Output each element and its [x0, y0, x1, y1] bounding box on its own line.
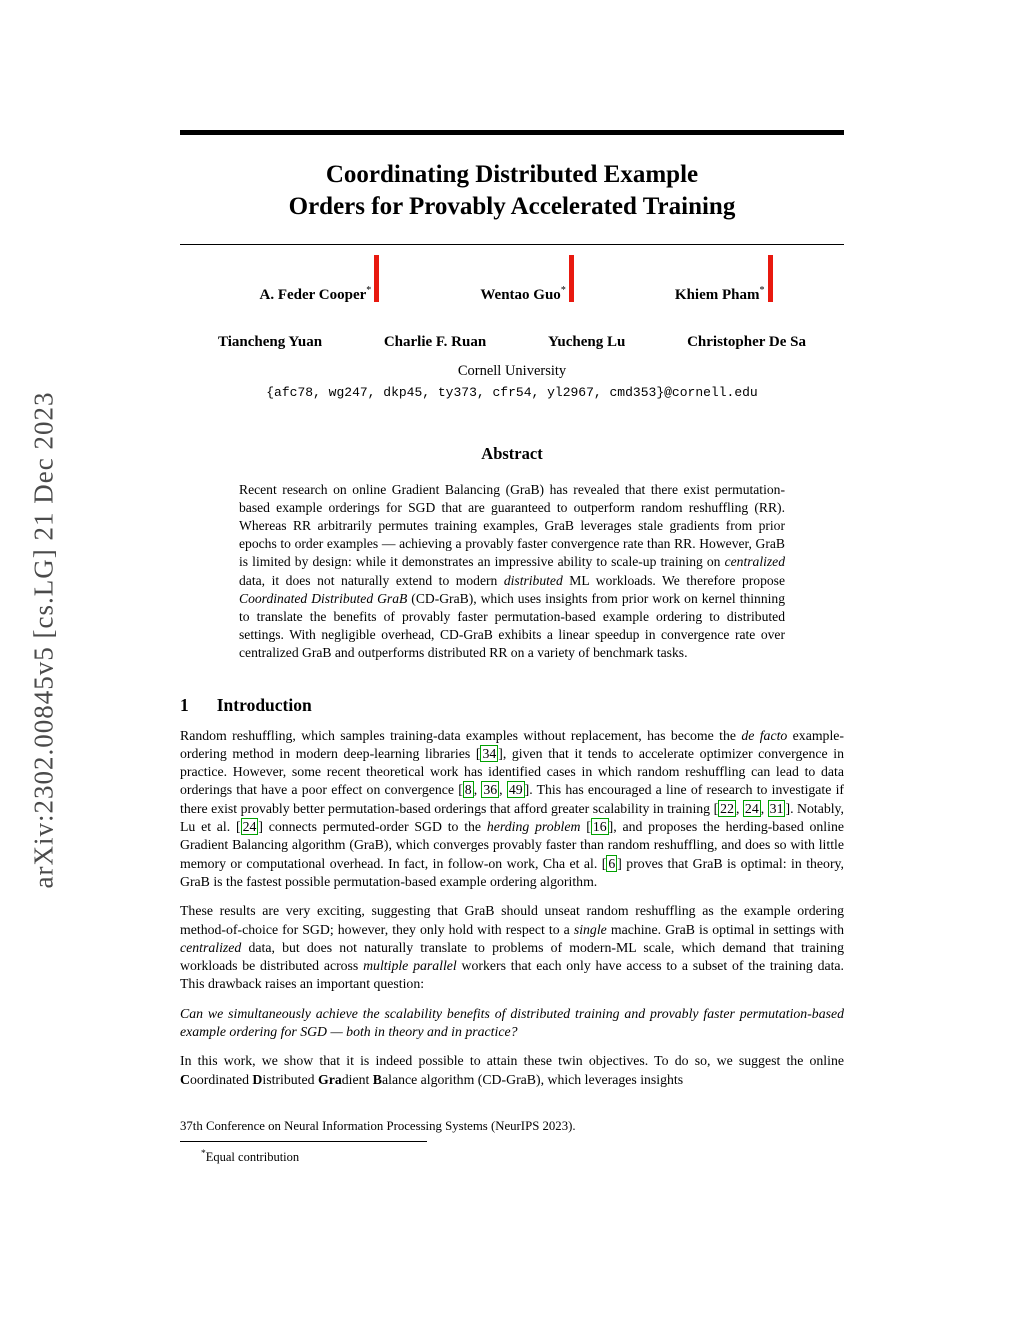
page-column — [180, 0, 844, 1165]
text-segment: data, it does not naturally extend to modern — [239, 572, 504, 588]
text-segment: ]. Notably, Lu et al. [ — [180, 800, 845, 835]
text-segment: data, but does not naturally translate to problems of modern-ML scale, which demand that training workloads be distributed across — [180, 939, 844, 974]
text-segment: oordinated — [189, 1071, 253, 1087]
annotation-red-bar — [569, 255, 574, 302]
text-segment: , — [473, 782, 482, 798]
citation-link[interactable]: 31 — [769, 800, 784, 816]
author-lu: Yucheng Lu — [547, 333, 626, 350]
annotation-red-bar — [374, 255, 379, 302]
author-pham-name: Khiem Pham — [674, 286, 760, 303]
text-segment: de facto — [741, 727, 788, 743]
equal-contribution-mark: * — [366, 284, 372, 296]
citation-link[interactable]: 34 — [482, 745, 497, 761]
text-segment: distributed — [503, 572, 563, 588]
text-segment: centralized — [724, 554, 785, 570]
title-line2: Orders for Provably Accelerated Training — [288, 193, 736, 220]
text-segment: example-ordering method in modern deep-learning libraries [ — [180, 727, 844, 761]
author-desa: Christopher De Sa — [687, 333, 806, 350]
text-segment: ] proves that GraB is optimal: in theory, GraB is the fastest possible permutation-based example ordering algorithm. — [180, 855, 844, 889]
text-segment: Gra — [317, 1071, 342, 1087]
citation-link[interactable]: 49 — [508, 782, 523, 798]
author-yuan: Tiancheng Yuan — [218, 333, 323, 350]
text-segment: Can we simultaneously achieve the scalability benefits of distributed training and provably faster permutation-based example ordering for SGD — both in theory and in practice? — [180, 1005, 844, 1039]
authors-row-1 — [260, 285, 765, 304]
intro-paragraph-1 — [180, 727, 844, 892]
author-guo — [480, 285, 565, 304]
annotation-red-bar — [768, 255, 773, 302]
text-segment: ], and proposes the herding-based online Gradient Balancing algorithm (GraB), which converges provably faster than random reshuffling, and does so with little memory or computational overhead. In fact, in follow-on work, Cha et al. [ — [180, 819, 844, 871]
text-segment: , — [735, 800, 743, 816]
intro-paragraph-2 — [180, 902, 844, 993]
citation-link[interactable]: 24 — [242, 819, 257, 835]
section-number: 1 — [180, 694, 189, 715]
footer-conference-note: 37th Conference on Neural Information Processing Systems (NeurIPS 2023). — [180, 1118, 576, 1133]
footnote-text: Equal contribution — [205, 1150, 300, 1165]
author-ruan: Charlie F. Ruan — [383, 333, 487, 350]
text-segment: istributed — [262, 1071, 318, 1087]
title-rule-bottom — [180, 244, 844, 245]
citation-link[interactable]: 16 — [592, 819, 607, 835]
title-rule-top — [180, 130, 844, 135]
text-segment: These results are very exciting, suggesting that GraB should unseat random reshuffling as the example ordering method-of-choice for SGD; however, they only hold with respect to a — [180, 903, 844, 937]
text-segment: [ — [580, 819, 591, 835]
text-segment: centralized — [180, 939, 242, 955]
page-title — [180, 159, 844, 224]
section-title: Introduction — [216, 694, 312, 715]
footnote-rule — [180, 1141, 427, 1142]
research-question — [180, 1005, 844, 1042]
text-segment: C — [180, 1071, 190, 1087]
author-cooper — [260, 285, 372, 304]
text-segment: ML workloads. We therefore propose — [562, 572, 785, 588]
citation-link[interactable]: 24 — [744, 800, 759, 816]
text-segment: ]. This has encouraged a line of research to investigate if there exist provably better permutation-based orderings that afford greater scalability in training [ — [180, 782, 845, 816]
text-segment: Random reshuffling, which samples training-data examples without replacement, has become the — [180, 727, 742, 743]
text-segment: alance algorithm (CD-GraB), which leverages insights — [381, 1071, 684, 1087]
text-segment: dient — [341, 1071, 373, 1087]
footnote-equal-contribution — [201, 1149, 844, 1165]
footnote-mark: * — [201, 1148, 206, 1159]
text-segment: ], given that it tends to accelerate optimizer convergence in practice. However, some recent theoretical work has identified cases in which random reshuffling can lead to data orderings that have a poor effect on convergence [ — [180, 745, 844, 798]
text-segment: herding problem — [486, 819, 581, 835]
text-segment: single — [573, 921, 607, 937]
text-segment: Coordinated Distributed GraB — [239, 590, 408, 606]
title-line1: Coordinating Distributed Example — [325, 160, 699, 188]
text-segment: machine. GraB is optimal in settings with — [606, 921, 844, 937]
text-segment: (CD-GraB), which uses insights from prior work on kernel thinning to translate the benefits of provably faster permutation-based example ordering to distributed settings. With negligible overhead, CD-GraB exhibits a linear speedup in convergence rate over centralized GraB and outperforms distributed RR on a variety of benchmark tasks. — [239, 590, 786, 661]
author-emails: {afc78, wg247, dkp45, ty373, cfr54, yl2967, cmd353}@cornell.edu — [266, 384, 758, 400]
text-segment: B — [372, 1071, 382, 1087]
affiliation: Cornell University — [457, 362, 567, 379]
text-segment: multiple parallel — [363, 958, 457, 974]
text-segment: workers that each only have access to a subset of the training data. This drawback raises an important question: — [180, 958, 845, 992]
abstract-heading: Abstract — [481, 443, 543, 463]
text-segment: Recent research on online Gradient Balancing (GraB) has revealed that there exist permutation-based example orderings for SGD that are guaranteed to outperform random reshuffling (RR). Whereas RR arbitrarily permutes training examples, GraB leverages stale gradients from prior epochs to order examples — achieving a provably faster convergence rate than RR. However, GraB is limited by design: while it demonstrates an impressive ability to scale-up training on — [239, 481, 785, 570]
section-heading-introduction — [180, 695, 844, 716]
citation-link[interactable]: 8 — [464, 782, 472, 798]
author-pham — [675, 285, 765, 304]
citation-link[interactable]: 22 — [720, 800, 734, 816]
equal-contribution-mark: * — [759, 284, 765, 296]
author-cooper-name: A. Feder Cooper — [259, 286, 367, 303]
intro-paragraph-3 — [180, 1052, 844, 1089]
abstract-text — [239, 481, 785, 663]
text-segment: ] connects permuted-order SGD to the — [258, 819, 487, 835]
author-guo-name: Wentao Guo — [480, 286, 561, 303]
citation-link[interactable]: 36 — [483, 782, 498, 798]
text-segment: D — [252, 1071, 263, 1087]
arxiv-watermark: arXiv:2302.00845v5 [cs.LG] 21 Dec 2023 — [28, 391, 59, 889]
text-segment: In this work, we show that it is indeed possible to attain these twin objectives. To do so, we suggest the online — [180, 1053, 844, 1069]
equal-contribution-mark: * — [560, 284, 566, 296]
text-segment: , — [760, 800, 768, 816]
citation-link[interactable]: 6 — [608, 855, 616, 871]
text-segment: , — [499, 782, 507, 798]
authors-row-2 — [218, 334, 806, 351]
